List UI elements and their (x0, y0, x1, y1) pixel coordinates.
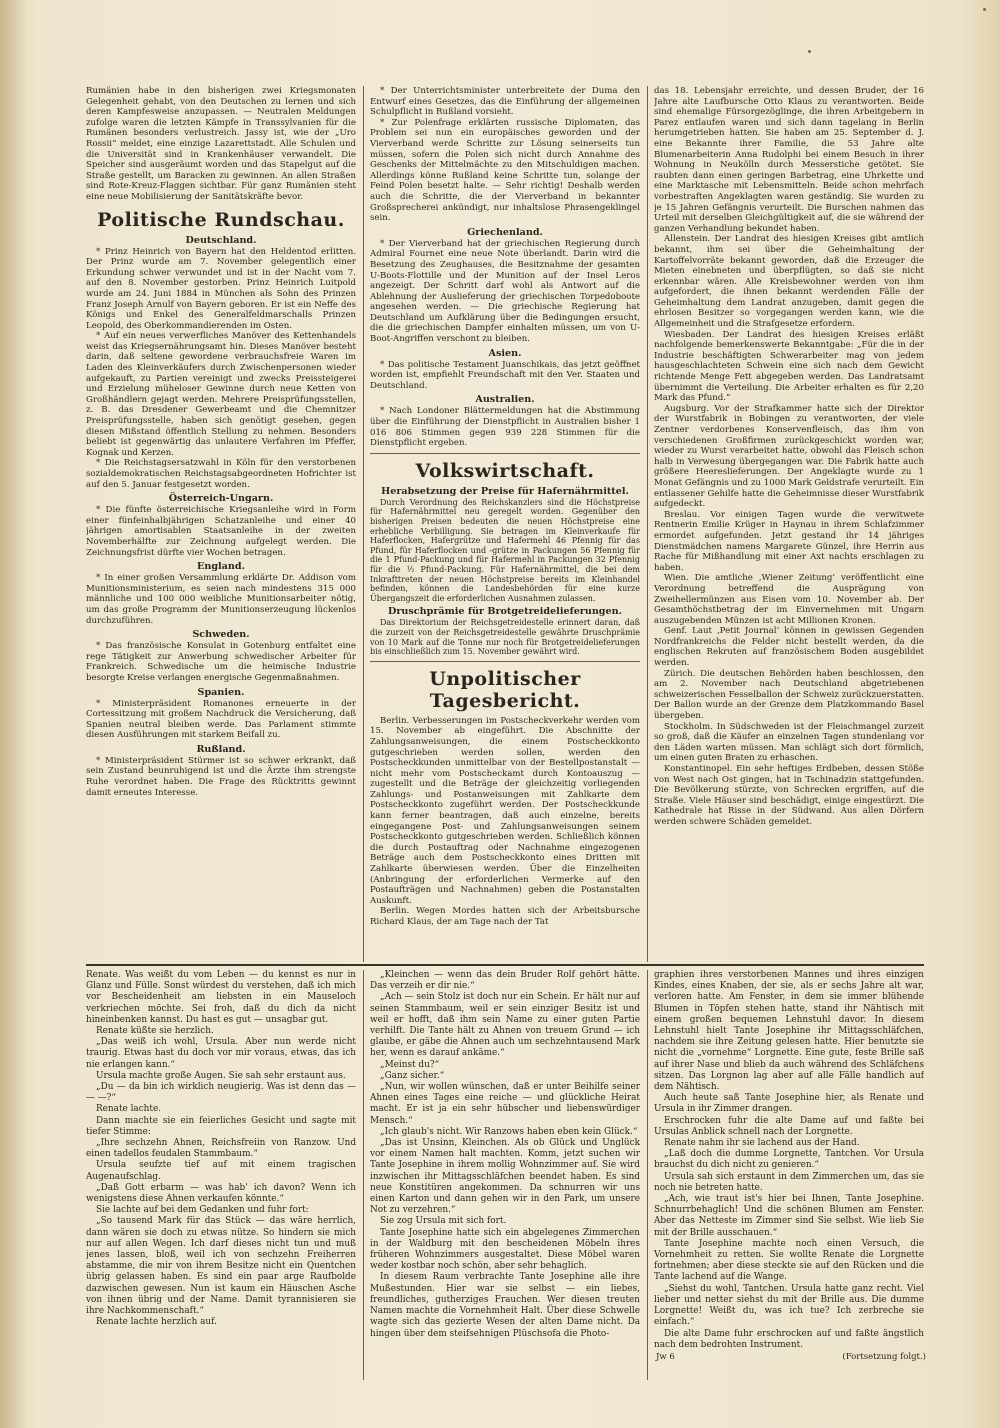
subheading-asien: Asien. (488, 347, 522, 359)
top-column-1 (86, 86, 356, 962)
story-paragraph: „Siehst du wohl, Tantchen. Ursula hatte ganz recht. Viel lieber und netter siehst du mit der Brille aus. Die dumme Lorgnette! Weißt du, was ich tue? Ich zerbreche sie einfach.“ (654, 1283, 924, 1328)
story-paragraph: Die alte Dame fuhr erschrocken auf und faßte ängstlich nach dem bedrohten Instrument. (654, 1328, 924, 1350)
article-paragraph: das 18. Lebensjahr erreichte, und dessen Bruder, der 16 Jahre alte Laufbursche Otto Klaus zu verantworten. Beide sind ehemalige Fürsorgezöglinge, die ihren Arbeitgebern in Parez entlaufen waren und sich dann tagelang in Berlin herumgetrieben hatten. Sie haben am 25. September d. J. eine Bekannte ihrer Familie, die 53 Jahre alte Blumenarbeiterin Anna Rudolphi bei einem Besuch in ihrer Wohnung in Neukölln durch Messerstiche getötet. Sie raubten dann einen geringen Barbetrag, eine Uhrkette und eine Marktasche mit Lebensmitteln. Beide schon mehrfach vorbestraften Angeklagten waren geständig. Sie wurden zu je 15 Jahren Gefängnis verurteilt. Die Burschen nahmen das Urteil mit derselben Gleichgültigkeit auf, die sie während der ganzen Verhandlung bekundet haben. (654, 86, 924, 234)
story-paragraph: In diesem Raum verbrachte Tante Josephine alle ihre Mußestunden. Hier war sie selbst — ein liebes, freundliches, gutherziges Frauchen. Wer diesen treuten Namen machte die Vornehmheit Halt. Über diese Schwelle wagte sich das gezierte Wesen der alten Dame nicht. Da hingen über dem steifsehnigen Plüschsofa die Photo- (370, 1272, 640, 1339)
story-paragraph: „Laß doch die dumme Lorgnette, Tantchen. Vor Ursula brauchst du dich nicht zu genieren.“ (654, 1149, 924, 1171)
story-paragraph: Renate. Was weißt du vom Leben — du kennst es nur in Glanz und Fülle. Sonst würdest du verstehen, daß ich mich vor Bescheidenheit am liebsten in ein Mauseloch verkriechen möchte. Sei froh, daß du dich da nicht hineinbenken kannst. Du hast es gut — unsagbar gut. (86, 970, 356, 1025)
article-paragraph: Breslau. Vor einigen Tagen wurde die verwitwete Rentnerin Emilie Krüger in Haynau in ihrem Schlafzimmer ermordet aufgefunden. Jetzt gestand ihr 14 jähriges Dienstmädchen namens Margarete Günzel, ihre Herrin aus Rache für Mißhandlung mit einer Axt nachts erschlagen zu haben. (654, 509, 924, 573)
article-paragraph: Konstantinopel. Ein sehr heftiges Erdbeben, dessen Stöße von West nach Ost gingen, hat in Tschinadzin stattgefunden. Die Bevölkerung stürzte, von Schrecken ergriffen, auf die Straße. Viele Häuser sind beschädigt, einige eingestürzt. Die Kathedrale hat Risse in der Südwand. Aus allen Dörfern werden schwere Schäden gemeldet. (654, 764, 924, 827)
story-paragraph: Ursula sah sich erstaunt in dem Zimmerchen um, das sie noch nie betreten hatte. (654, 1171, 924, 1193)
printer-signature: Jw 6 (656, 1352, 675, 1362)
article-paragraph: * Die Reichstagsersatzwahl in Köln für den verstorbenen sozialdemokratischen Reichstagsabgeordneten Hofrichter ist auf den 5. Januar festgesetzt worden. (86, 458, 356, 490)
story-paragraph: „Meinst du?“ (380, 1059, 440, 1070)
article-paragraph: Das Direktorium der Reichsgetreidestelle erinnert daran, daß die zurzeit von der Reichsgetreidestelle gewährte Druschprämie von 10 Mark auf die Tonne nur noch für Brotgetreidelieferungen bis einschließlich zum 15. November gewährt wird. (370, 618, 640, 657)
article-paragraph: Zürich. Die deutschen Behörden haben beschlossen, den am 2. November nach Deutschland abgetriebenen schweizerischen Fesselballon der Schweiz zurückzuerstatten. Der Ballon wurde an der Grenze dem Platzkommando Basel übergeben. (654, 668, 924, 722)
column-rule (363, 970, 364, 1380)
story-paragraph: „Daß Gott erbarm — was hab' ich davon? Wenn ich wenigstens diese Ahnen verkaufen könnte.“ (86, 1182, 356, 1205)
story-paragraph: „Ich glaub's nicht. Wir Ranzows haben eben kein Glück.“ (380, 1126, 638, 1137)
article-paragraph: Wiesbaden. Der Landrat des hiesigen Kreises erläßt nachfolgende bemerkenswerte Bekanntgabe: „Für die in der Industrie beschäftigten Schwerarbeiter mag von jedem hausgeschlachteten Schwein eine sich nach dem Gewicht richtende Menge Fett abgegeben werden. Das Landratsamt übernimmt die Verteilung. Die Arbeiter erhalten es für 2,20 Mark das Pfund.“ (654, 329, 924, 404)
story-paragraph: Ursula machte große Augen. Sie sah sehr erstaunt aus. (96, 1070, 346, 1081)
subheading-hafernaehrmittel: Herabsetzung der Preise für Hafernährmittel. (381, 485, 629, 497)
story-paragraph: Renate lachte herzlich auf. (96, 1317, 217, 1328)
article-paragraph: Durch Verordnung des Reichskanzlers sind die Höchstpreise für Hafernährmittel neu geregelt worden. Gegenüber den bisherigen Preisen bedeuten die neuen Höchstpreise eine erhebliche Verbilligung. Sie betragen im Kleinverkaufe für Haferflocken, Hafergrütze und Hafermehl 46 Pfennig für das Pfund, für Haferflocken und -grütze in Packungen 56 Pfennig für die 1 Pfund-Packung und für Hafermehl in Packungen 32 Pfennig für die ½ Pfund-Packung. Für Hafernährmittel, die bei dem Inkrafttreten der neuen Höchstpreise bereits im Kleinhandel befinden, können die Landesbehörden für eine kurze Übergangszeit die erforderlichen Ausnahmen zulassen. (370, 497, 640, 603)
divider (370, 661, 640, 662)
story-paragraph: Renate küßte sie herzlich. (96, 1026, 214, 1037)
story-paragraph: Sie lachte auf bei dem Gedanken und fuhr fort: (96, 1205, 309, 1216)
story-paragraph: „Nun, wir wollen wünschen, daß er unter Beihilfe seiner Ahnen eines Tages eine reiche — und glückliche Heirat macht. Er ist ja ein sehr hübscher und liebenswürdiger Mensch.“ (370, 1082, 640, 1126)
top-column-2 (370, 86, 640, 962)
divider (370, 453, 640, 454)
article-paragraph: Genf. Laut ‚Petit Journal‘ können in gewissen Gegenden Nordfrankreichs die Felder nicht bestellt werden, da die englischen Rekruten auf französischem Boden ausgebildet werden. (654, 626, 924, 669)
article-paragraph: * Auf ein neues verwerfliches Manöver des Kettenhandels weist das Kriegsernährungsamt hin. Dieses Manöver besteht darin, daß seltene gewordene verbrauchsfreie Waren im Laden des Kleinverkäufers durch Zwischenpersonen wieder aufgekauft, zu Partien vereinigt und zwecks Preissteigerei und Erzielung müheloser Gewinne durch neue Ketten von Großhändlern gejagt werden. Mehrere Preisprüfungsstellen, z. B. das Dresdener Gewerbeamt und die Chemnitzer Preisprüfungsstelle, haben sich genötigt gesehen, gegen diesen Mißstand öffentlich Stellung zu nehmen. Besonders beliebt ist gegenwärtig das unlautere Verfahren im Pfeffer, Kognak und Kerzen. (86, 331, 356, 458)
article-paragraph: * Ministerpräsident Stürmer ist so schwer erkrankt, daß sein Zustand beunruhigend ist und die Ärzte ihm strengste Ruhe verordnet haben. Die Frage des Rücktritts gewinnt damit erneutes Interesse. (86, 755, 356, 798)
article-paragraph: * Der Unterrichtsminister unterbreitete der Duma den Entwurf eines Gesetzes, das die Einführung der allgemeinen Schulpflicht in Rußland vorsieht. (370, 86, 640, 118)
story-paragraph: „Das ist Unsinn, Kleinchen. Als ob Glück und Unglück vor einem Namen halt machten. Komm, jetzt suchen wir Tante Josephine in ihrem mollig Wohnzimmer auf. Sie wird inzwischen ihr Mittagsschläfchen beendet haben. Es sind neue Konstitüren angekommen. Da schnurren wir uns einen Karton und dann gehen wir in den Park, um unsere Not zu verzehren.“ (370, 1138, 640, 1216)
page-binding-edge (0, 0, 26, 1428)
story-paragraph: Renate lachte. (96, 1104, 162, 1115)
story-paragraph: Erschrocken fuhr die alte Dame auf und faßte bei Ursulas Anblick schnell nach der Lorgnette. (654, 1115, 924, 1137)
subheading-druschpraemie: Druschprämie für Brotgetreidelieferungen. (388, 606, 622, 618)
story-paragraph: graphien ihres verstorbenen Mannes und ihres einzigen Kindes, eines Knaben, der sie, als er sechs Jahre alt war, verloren hatte. Am Fenster, in dem sie immer blühende Blumen in Töpfen stehen hatte, stand ihr Nähtisch mit einem großen bequemen Lehnstuhl davor. In diesem Lehnstuhl hielt Tante Josephine ihr Mittagsschläfchen, nachdem sie ihre Zeitung gelesen hatte. Hier benutzte sie nicht die „vornehme“ Lorgnette. Eine gute, feste Brille saß auf ihrer Nase und blieb da auch während des Schläfchens sitzen. Das Lorgnon lag aber auf alle Fälle handlich auf dem Nähtisch. (654, 970, 924, 1093)
article-paragraph: * Der Vierverband hat der griechischen Regierung durch Admiral Fournet eine neue Note überlandt. Darin wird die Besetzung des Zeughauses, die Besitznahme der gesamten U-Boots-Flottille und der Munition auf der Insel Leros angezeigt. Der Schritt darf wohl als Antwort auf die Ablehnung der Auslieferung der griechischen Torpedoboote angesehen werden. — Die griechische Regierung hat Deutschland um Aufklärung über die Bedingungen ersucht, die die griechischen Dampfer einhalten müssen, um von U-Boot-Angriffen verschont zu bleiben. (370, 238, 640, 345)
story-paragraph: „So tausend Mark für das Stück — das wäre herrlich, dann wären sie doch zu etwas nütze. So hindern sie mich nur auf allen Wegen. Ich darf dieses nicht tun und muß jenes lassen, bloß, weil ich von sechzehn Freiherren abstamme, die mir von ihrem Besitze nicht ein Quentchen übrig gelassen haben. Es sind ein paar arge Raufbolde dazwischen gewesen. Nun ist kaum ein Häuschen Asche von ihnen übrig und der Name. Damit tyrannisieren sie ihre Nachkommenschaft.“ (86, 1216, 356, 1317)
section-heading-unpolitischer-tagesbericht: Unpolitischer Tagesbericht. (429, 667, 581, 712)
column-rule (363, 86, 364, 962)
subheading-schweden: Schweden. (192, 629, 250, 641)
story-paragraph: Ursula seufzte tief auf mit einem tragischen Augenaufschlag. (86, 1160, 356, 1182)
article-paragraph: * Prinz Heinrich von Bayern hat den Heldentod erlitten. Der Prinz wurde am 7. November gelegentlich einer Erkundung schwer verwundet und ist in der Nacht vom 7. auf den 8. November gestorben. Prinz Heinrich Luitpold wurde am 24. Juni 1884 in München als Sohn des Prinzen Franz Joseph Arnulf von Bayern geboren. Er ist ein Neffe des Königs und Enkel des Generalfeldmarschalls Prinzen Leopold, des Oberkommandierenden im Osten. (86, 246, 356, 331)
article-paragraph: * Die fünfte österreichische Kriegsanleihe wird in Form einer fünfeinhalbjährigen Schatzanleihe und einer 40 jährigen amortisablen Staatsanleihe in der zweiten Novemberhälfte zur Zeichnung aufgelegt werden. Die Zeichnungsfrist dürfte vier Wochen betragen. (86, 505, 356, 558)
story-paragraph: Dann machte sie ein feierliches Gesicht und sagte mit tiefer Stimme: (86, 1115, 356, 1137)
continuation-note: (Fortsetzung folgt.) (842, 1352, 926, 1362)
page-footer (656, 1352, 926, 1362)
story-paragraph: Sie zog Ursula mit sich fort. (380, 1216, 507, 1227)
story-paragraph: „Das weiß ich wohl, Ursula. Aber nun werde nicht traurig. Etwas hast du doch vor mir voraus, etwas, das ich nie erlangen kann.“ (86, 1037, 356, 1070)
article-paragraph: * Zur Polenfrage erklärten russische Diplomaten, das Problem sei nun ein europäisches geworden und der Vierverband werde Schritte zur Lösung seinerseits tun müssen, sofern die Polen sich nicht durch Annahme des Geschenks der Mittelmächte zu den Mitschuldigen machen. Allerdings könne Rußland keine Schritte tun, solange der Feind Polen besetzt halte. — Sehr richtig! Deshalb werden auch die Schritte, die der Vierverband in bekannter Großsprecherei ankündigt, nur inhaltslose Phrasengeklingel sein. (370, 117, 640, 224)
subheading-deutschland: Deutschland. (185, 234, 257, 246)
section-heading-politische-rundschau: Politische Rundschau. (97, 208, 345, 231)
story-column-2 (370, 970, 640, 1380)
subheading-griechenland: Griechenland. (467, 226, 543, 238)
article-paragraph: * Das französische Konsulat in Gotenburg entfaltet eine rege Tätigkeit zur Anwerbung schwedischer Arbeiter für Frankreich. Schwedische um die heimische Industrie besorgte Kreise verlangen energische Gegenmaßnahmen. (86, 641, 356, 683)
subheading-australien: Australien. (475, 394, 535, 406)
paper-speck (808, 50, 811, 53)
story-paragraph: „Ach — sein Stolz ist doch nur ein Schein. Er hält nur auf seinen Stammbaum, weil er sein einziger Besitz ist und weil er hofft, daß ihm sein Name zu einer guten Partie verhilft. Die Tante hält zu Ahnen von treuem Grund — ich glaube, er gäbe die Ahnen auch um sechzehntausend Mark her, wenn es darauf ankäme.“ (370, 992, 640, 1059)
story-paragraph: „Ihre sechzehn Ahnen, Reichsfreiin von Ranzow. Und einen tadellos feudalen Stammbaum.“ (86, 1138, 356, 1160)
feuilleton-divider (86, 964, 924, 966)
story-paragraph: Renate nahm ihr sie lachend aus der Hand. (664, 1138, 860, 1149)
article-paragraph: Berlin. Verbesserungen im Postscheckverkehr werden vom 15. November ab eingeführt. Die Abschnitte der Zahlungsanweisungen, die einem Postscheckkonto gutgeschrieben werden sollen, werden den Postscheckkunden unmittelbar von der Bestellpostanstalt — nicht mehr vom Postscheckamt durch Kontoauszug — zugestellt und die Beträge der gleichzeitig vorliegenden Zahlungs- und Postanweisungen mit Zahlkarte dem Postscheckkonto zugeführt werden. Der Postscheckkunde kann ferner beantragen, daß auch einzelne, bereits eingegangene Post- und Zahlungsanweisungen seinem Postscheckkonto gutgeschrieben werden. Schließlich können die durch Postauftrag oder Nachnahme eingezogenen Beträge auch dem Postscheckkonto eines Dritten mit Zahlkarte überwiesen werden. Über die Einzelheiten (Anbringung der erforderlichen Vermerke auf den Postaufträgen und Nachnahmen) geben die Postanstalten Auskunft. (370, 715, 640, 906)
top-column-3 (654, 86, 924, 962)
story-paragraph: „Ganz sicher.“ (380, 1070, 445, 1081)
feuilleton-section (86, 970, 924, 1380)
article-paragraph: * Das politische Testament Juanschikais, das jetzt geöffnet worden ist, empfiehlt Freundschaft mit den Ver. Staaten und Deutschland. (370, 359, 640, 391)
subheading-russland: Rußland. (196, 743, 246, 755)
column-rule (647, 86, 648, 962)
article-paragraph: * Ministerpräsident Romanones erneuerte in der Cortessitzung mit großem Nachdruck die Versicherung, daß Spanien neutral bleiben werde. Das Parlament stimmte diesen Ausführungen mit starkem Beifall zu. (86, 698, 356, 741)
article-paragraph: Rumänien habe in den bisherigen zwei Kriegsmonaten Gelegenheit gehabt, von den Deutschen zu lernen und sich deren Kampfesweise anzupassen. — Neutralen Meldungen zufolge waren die letzten Kämpfe in Transsylvanien für die Rumänen besonders verlustreich. Jassy ist, wie der „Uro Rossii“ meldet, eine einzige Lazarettstadt. Alle Schulen und die Universität sind in Krankenhäuser verwandelt. Die Speicher sind ausgeräumt worden und das Stapelgut auf die Straße gestellt, um Baracken zu gewinnen. An allen Straßen sind Rote-Kreuz-Flaggen sichtbar. Für ganz Rumänien steht eine neue Mobilisierung der Sanitätskräfte bevor. (86, 86, 356, 202)
top-section (86, 86, 924, 962)
paper-speck (983, 8, 986, 11)
section-heading-volkswirtschaft: Volkswirtschaft. (415, 459, 595, 482)
volkswirtschaft-block (370, 486, 640, 657)
article-paragraph: * Nach Londoner Blättermeldungen hat die Abstimmung über die Einführung der Dienstpflicht in Australien bisher 1 016 806 Stimmen gegen 939 228 Stimmen für die Dienstpflicht ergeben. (370, 406, 640, 449)
story-column-3 (654, 970, 924, 1350)
subheading-england: England. (197, 561, 245, 573)
article-paragraph: Stockholm. In Südschweden ist der Fleischmangel zurzeit so groß, daß die Käufer an einzelnen Tagen stundenlang vor den Läden warten müssen. Man schlägt sich dort förmlich, um einen guten Braten zu erhaschen. (654, 721, 924, 764)
story-paragraph: Auch heute saß Tante Josephine hier, als Renate und Ursula in ihr Zimmer drangen. (654, 1093, 924, 1115)
article-paragraph: * In einer großen Versammlung erklärte Dr. Addison vom Munitionsministerium, es seien nach mindestens 315 000 männliche und 100 000 weibliche Munitionsarbeiter nötig, um das große Programm der Munitionserzeugung lückenlos durchzuführen. (86, 573, 356, 626)
article-paragraph: Augsburg. Vor der Strafkammer hatte sich der Direktor der Wurstfabrik in Bobingen zu verantworten, der viele Zentner verdorbenes Konservenfleisch, das ihm von verschiedenen Großfirmen zurückgeschickt worden war, wieder zu Wurst verarbeitet hatte, obwohl das Fleisch schon halb in Verwesung übergegangen war. Die Fabrik hatte auch größere Heereslieferungen. Der Angeklagte wurde zu 1 Monat Gefängnis und zu 1000 Mark Geldstrafe verurteilt. Ein entlassener Gehilfe hatte die Geheimnisse dieser Wurstfabrik aufgedeckt. (654, 403, 924, 510)
story-paragraph: „Ach, wie traut ist's hier bei Ihnen, Tante Josephine. Schnurrbehaglich! Und die schönen Blumen am Fenster. Aber das Netteste im Zimmer sind Sie selbst. Wie lieb Sie mit der Brille ausschauen.“ (654, 1194, 924, 1238)
column-rule (647, 970, 648, 1380)
story-column-1 (86, 970, 356, 1380)
story-paragraph: Tante Josephine hatte sich ein abgelegenes Zimmerchen in der Waldburg mit den bescheidenen Möbeln ihres früheren Wohnzimmers ausgestaltet. Diese Möbel waren weder kostbar noch schön, aber sehr behaglich. (370, 1227, 640, 1272)
subheading-spanien: Spanien. (197, 686, 245, 698)
subheading-oesterreich: Österreich-Ungarn. (168, 493, 274, 505)
article-paragraph: Wien. Die amtliche ‚Wiener Zeitung‘ veröffentlicht eine Verordnung betreffend die Ausprägung von Zweihellermünzen aus Eisen vom 10. November ab. Der Gesamthöchstbetrag der im Einvernehmen mit Ungarn auszugebenden Münzen ist acht Millionen Kronen. (654, 573, 924, 626)
story-paragraph: „Du — da bin ich wirklich neugierig. Was ist denn das — — —?“ (86, 1082, 356, 1104)
story-paragraph: Tante Josephine machte noch einen Versuch, die Vornehmheit zu retten. Sie wollte Renate die Lorgnette fortnehmen; aber diese steckte sie auf den Rücken und die Tante lachend auf die Wange. (654, 1238, 924, 1283)
article-paragraph: Berlin. Wegen Mordes hatten sich der Arbeitsbursche Richard Klaus, der am Tage nach der Tat (370, 906, 640, 927)
article-paragraph: Allenstein. Der Landrat des hiesigen Kreises gibt amtlich bekannt, ihm sei über die Geheimhaltung der Kartoffelvorräte bekannt geworden, daß die Erzeuger die Mieten einebneten und überpflügten, so daß sie nicht erkennbar wären. Alle Kreisbewohner werden von ihm aufgefordert, die ihnen bekannt werdenden Fälle der Geheimhaltung dem Landrat anzugeben, damit gegen die ehrlosen Besitzer so vorgegangen werden kann, wie die Allgemeinheit und die Strafgesetze erfordern. (654, 234, 924, 330)
story-paragraph: „Kleinchen — wenn das dein Bruder Rolf gehört hätte. Das verzeih er dir nie.“ (370, 970, 640, 992)
